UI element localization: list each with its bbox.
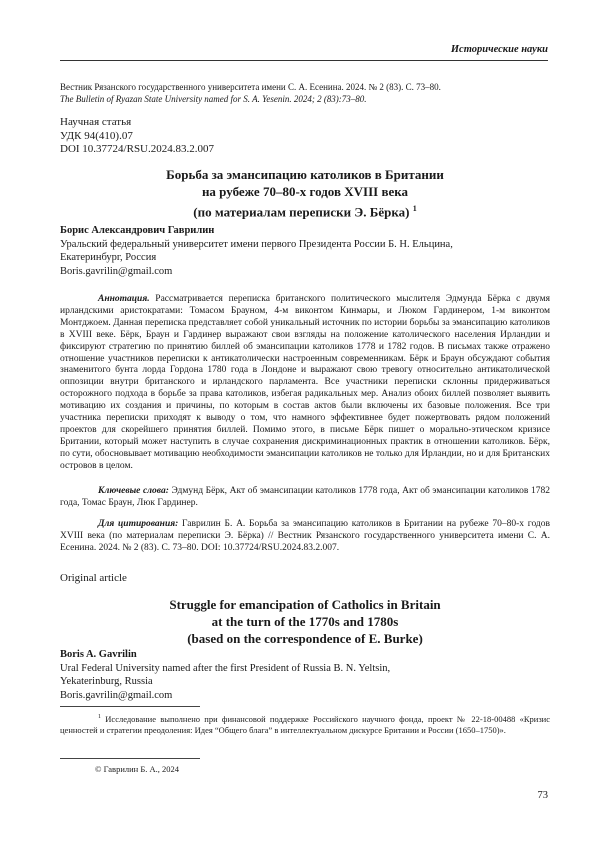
footnote-text: Исследование выполнено при финансовой поддержке Российского научного фонда, проект № 22-18-00488 «Кризис ценностей и стратегии преодоления: Идея “Общего блага” в интеллектуальном дискурсе Британии и России (1650–1750)». [60,713,550,735]
article-meta [60,116,360,157]
title-ru-line-3: (по материалам переписки Э. Бёрка) [193,204,410,220]
doi: DOI 10.37724/RSU.2024.83.2.007 [60,143,215,155]
keywords [60,485,550,509]
page-number: 73 [537,790,548,801]
abstract [60,294,550,473]
author-affiliation-ru: Уральский федеральный университет имени первого Президента России Б. Н. Ельцина, [60,238,453,250]
citation-label: Для цитирования: [98,519,179,529]
header-rule [60,60,548,61]
original-article-label: Original article [60,572,127,584]
footnote-rule [60,706,200,707]
copyright: © Гаврилин Б. А., 2024 [95,764,179,774]
udk-code: УДК 94(410).07 [60,129,133,142]
author-email-ru[interactable]: Boris.gavrilin@gmail.com [60,265,173,277]
article-title-ru [60,166,550,220]
title-ru-line-2: на рубеже 70–80-х годов XVIII века [201,184,409,199]
title-en-line-3: (based on the correspondence of E. Burke) [187,631,423,646]
journal-ref-ru: Вестник Рязанского государственного университета имени С. А. Есенина. 2024. № 2 (83). С. 73–80. [60,82,441,92]
author-block-en [60,648,550,702]
author-block-ru [60,224,550,278]
keywords-label: Ключевые слова: [98,486,169,496]
author-name-ru: Борис Александрович Гаврилин [60,225,215,236]
footnote [60,712,550,736]
journal-reference [60,81,550,105]
journal-ref-en: The Bulletin of Ryazan State University named for S. A. Yesenin. 2024; 2 (83):73–80. [60,94,367,104]
footnote-mark: 1 [98,714,101,720]
keywords-text: Эдмунд Бёрк, Акт об эмансипации католиков 1778 года, Акт об эмансипации католиков 1782 года, Томас Браун, Люк Гардинер. [60,486,550,508]
section-heading: Исторические науки [450,44,548,55]
title-en-line-2: at the turn of the 1770s and 1780s [211,614,399,629]
author-affiliation-en: Ural Federal University named after the first President of Russia B. N. Yeltsin, [60,662,391,674]
author-city-en: Yekaterinburg, Russia [60,676,153,687]
author-city-ru: Екатеринбург, Россия [60,252,157,263]
citation-text: Гаврилин Б. А. Борьба за эмансипацию католиков в Британии на рубеже 70–80-х годов XVIII века (по материалам переписки Э. Бёрка) // Вестник Рязанского государственного университета имени С. А. Есенина. 2024. № 2 (83). С. 73–80. DOI: 10.37724/RSU.2024.83.2.007. [60,519,550,553]
title-en-line-1: Struggle for emancipation of Catholics in Britain [169,597,441,612]
abstract-label: Аннотация. [98,294,150,304]
title-footnote-mark[interactable]: 1 [412,204,417,213]
citation [60,518,550,554]
abstract-text: Рассматривается переписка британского политического мыслителя Эдмунда Бёрка с двумя ирландскими аристократами: Томасом Брауном, 4-м виконтом Кинмары, и Люком Гардинером, 1-м виконтом Монтджоем. Данная переписка представляет собой уникальный источник по истории борьбы за эмансипацию католиков в XVIII веке. Бёрк, Браун и Гардинер выражают свои взгляды на положение католического населения Ирландии и фиксируют стратегию по принятию биллей об эмансипации католиков 1778 и 1782 годов. В письмах также отражено отношение участников переписки к антикатолически настроенным современникам. Бёрк и Браун обсуждают события знаменитого бунта лорда Гордона 1780 года в Лондоне и выражают свою тревогу относительно антикатолической оппозиции внутри британского и ирландского парламента. Все участники переписки склонны придерживаться осторожного подхода в борьбе за права католиков, избегая радикальных мер. Анализ обоих биллей позволяет выявить мотивацию их создания и причины, по которым в состав актов были включены их базовые положения. Все три участника переписки приходят к выводу о том, что намного эффективнее будет пожертвовать рядом положений проектов для скорейшего принятия биллей. Помимо этого, в письме Бёрк пишет о морально-этическом кризисе Британии, который может наступить в случае сохранения дискриминационных практик в отношении католиков. Бёрк, по сути, обосновывает мотивацию необходимости эмансипации католиков не только для Ирландии, но и для Британских островов в целом. [60,294,550,471]
article-type: Научная статья [60,116,132,128]
title-ru-line-1: Борьба за эмансипацию католиков в Британии [166,167,444,182]
copyright-rule [60,758,200,759]
article-title-en [60,596,550,647]
author-email-en[interactable]: Boris.gavrilin@gmail.com [60,689,173,701]
author-name-en: Boris A. Gavrilin [60,649,137,660]
